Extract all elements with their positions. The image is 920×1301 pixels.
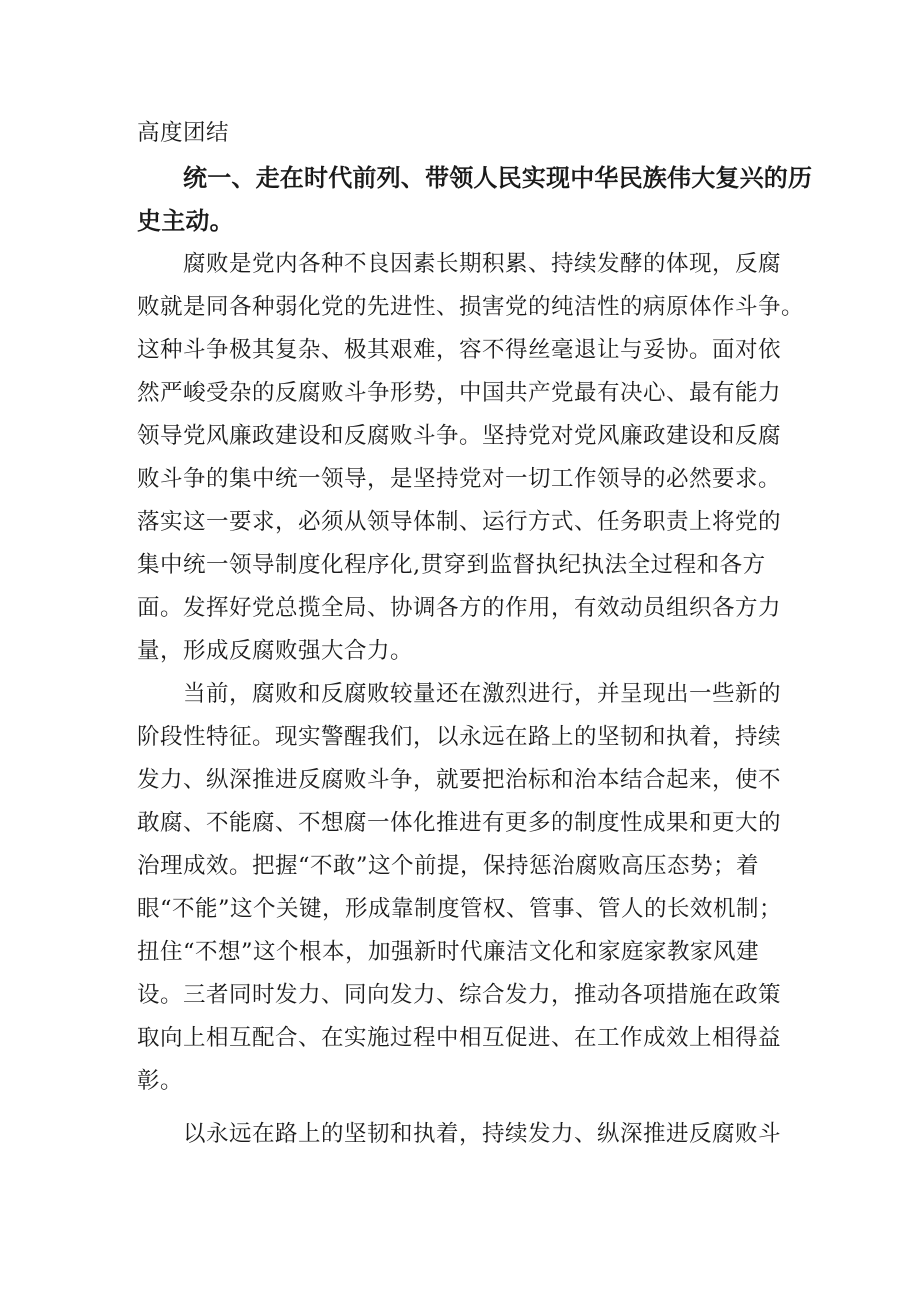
- paragraph-1-line-1: 腐败是党内各种不良因素长期积累、持续发酵的体现，反腐: [183, 251, 782, 277]
- paragraph-2-line-2: 阶段性特征。现实警醒我们，以永远在路上的坚韧和执着，持续: [137, 724, 782, 750]
- bold-paragraph-line-2: 史主动。: [137, 207, 234, 235]
- paragraph-2-line-1: 当前，腐败和反腐败较量还在激烈进行，并呈现出一些新的: [183, 681, 782, 707]
- paragraph-1-line-9: 面。发挥好党总揽全局、协调各方的作用，有效动员组织各方力: [137, 595, 782, 621]
- heading-continuation: 高度团结: [137, 120, 230, 146]
- bold-paragraph-line-1: 统一、走在时代前列、带领人民实现中华民族伟大复兴的历: [183, 164, 813, 192]
- paragraph-1-line-4: 然严峻受杂的反腐败斗争形势，中国共产党最有决心、最有能力: [137, 380, 782, 406]
- paragraph-2-line-7: 扭住“不想”这个根本，加强新时代廉洁文化和家庭家教家风建: [137, 939, 760, 965]
- paragraph-2-line-5: 治理成效。把握“不敢”这个前提，保持惩治腐败高压态势；着: [137, 853, 760, 879]
- paragraph-1-line-3: 这种斗争极其复杂、极其艰难，容不得丝毫退让与妥协。面对依: [137, 337, 782, 363]
- paragraph-2-line-3: 发力、纵深推进反腐败斗争，就要把治标和治本结合起来，使不: [137, 767, 782, 793]
- paragraph-2-line-4: 敢腐、不能腐、不想腐一体化推进有更多的制度性成果和更大的: [137, 810, 782, 836]
- paragraph-2-line-9: 取向上相互配合、在实施过程中相互促进、在工作成效上相得益: [137, 1025, 782, 1051]
- paragraph-1-line-8: 集中统一领导制度化程序化,贯穿到监督执纪执法全过程和各方: [137, 552, 766, 578]
- paragraph-1-line-6: 败斗争的集中统一领导，是坚持党对一切工作领导的必然要求。: [137, 466, 782, 492]
- paragraph-2-line-8: 设。三者同时发力、同向发力、综合发力，推动各项措施在政策: [137, 982, 782, 1008]
- paragraph-1-line-5: 领导党风廉政建设和反腐败斗争。坚持党对党风廉政建设和反腐: [137, 423, 782, 449]
- paragraph-2-line-6: 眼“不能”这个关键，形成靠制度管权、管事、管人的长效机制；: [137, 896, 783, 922]
- paragraph-1-line-10: 量，形成反腐败强大合力。: [137, 638, 414, 664]
- paragraph-3-line-1: 以永远在路上的坚韧和执着，持续发力、纵深推进反腐败斗: [183, 1121, 782, 1147]
- paragraph-1-line-7: 落实这一要求，必须从领导体制、运行方式、任务职责上将党的: [137, 509, 782, 535]
- paragraph-2-line-10: 彰。: [137, 1068, 184, 1094]
- paragraph-1-line-2: 败就是同各种弱化党的先进性、损害党的纯洁性的病原体作斗争。: [137, 294, 805, 320]
